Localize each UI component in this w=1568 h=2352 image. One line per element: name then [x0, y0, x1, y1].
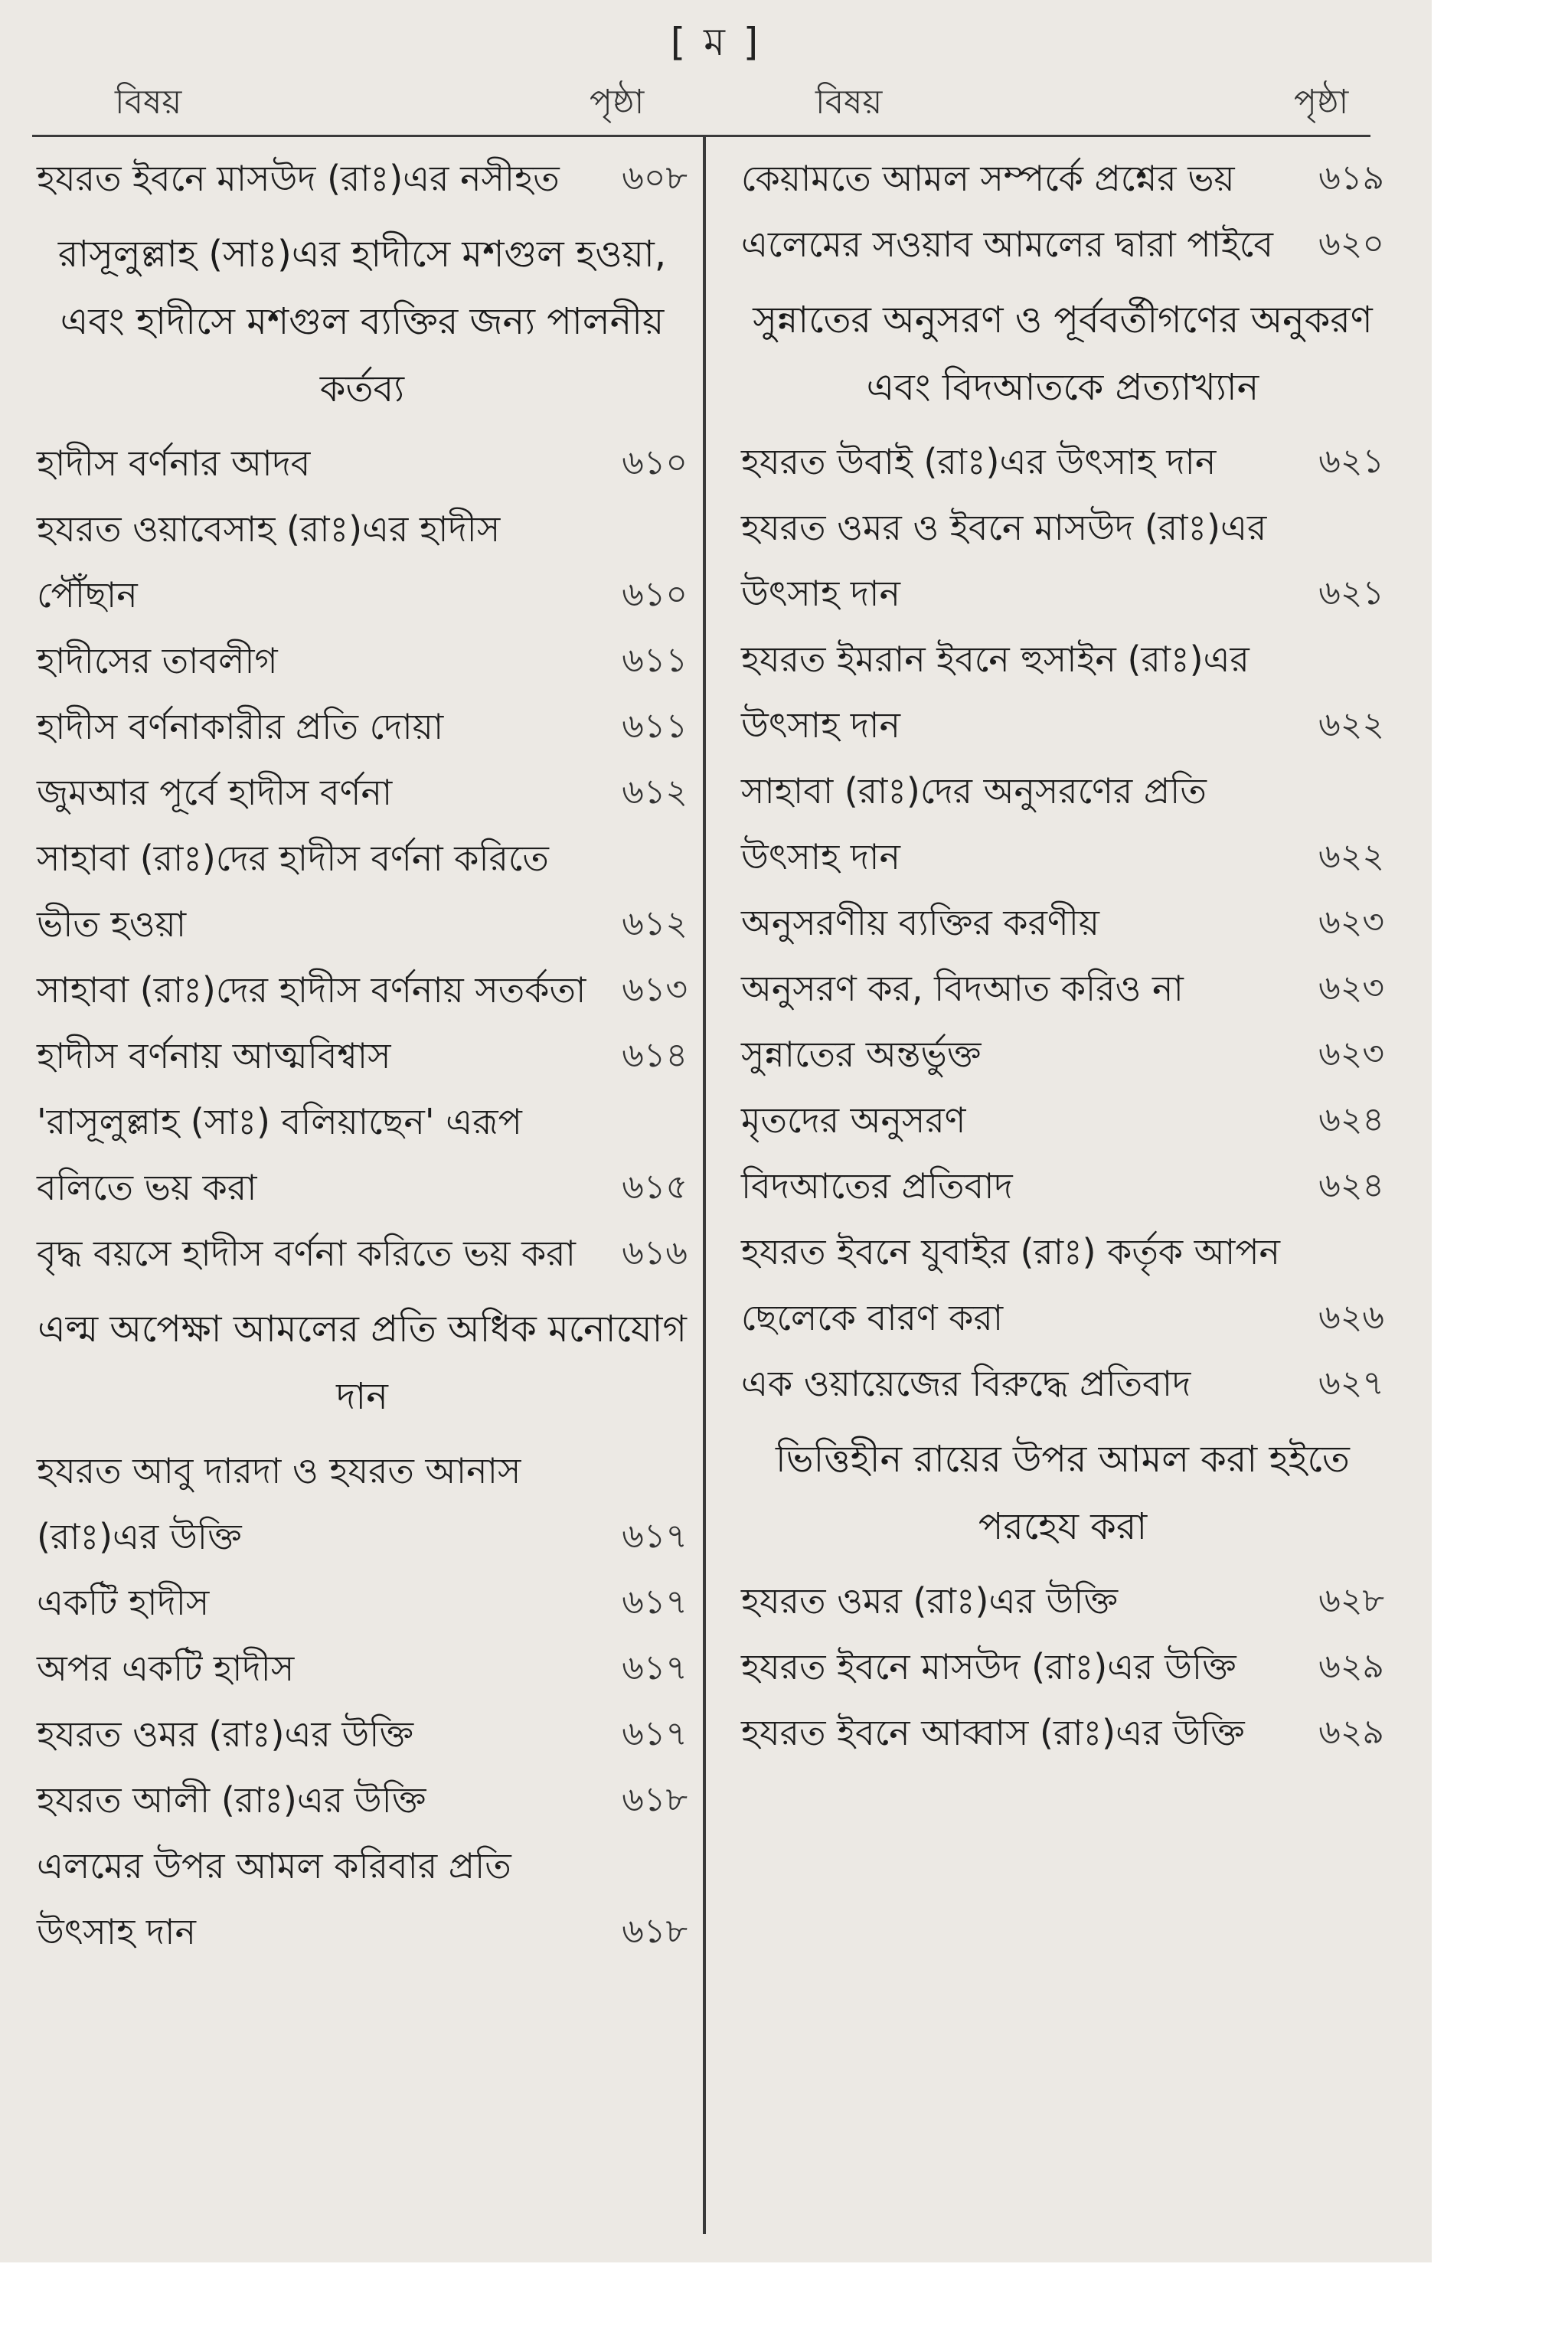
toc-entry-page-number: ৬১৭ [622, 1517, 688, 1556]
toc-entry [741, 145, 1384, 211]
toc-entry-page-number: ৬১৬ [622, 1233, 688, 1272]
toc-entry [741, 626, 1384, 758]
toc-entry-title: 'রাসূলুল্লাহ (সাঃ) বলিয়াছেন' এরূপ বলিতে ভয় করা [37, 1101, 522, 1208]
toc-entry-title: হযরত ইবনে মাসউদ (রাঃ)এর নসীহত [37, 158, 560, 199]
toc-entry [37, 1701, 688, 1767]
toc-entry-page-number: ৬১২ [622, 904, 688, 943]
toc-entry-page-number: ৬২৪ [1318, 1100, 1384, 1139]
toc-entry-title: এক ওয়ায়েজের বিরুদ্ধে প্রতিবাদ [741, 1363, 1191, 1404]
toc-entry-title: হযরত ওমর (রাঃ)এর উক্তি [37, 1713, 414, 1755]
section-heading: ভিত্তিহীন রায়ের উপর আমল করা হইতে পরহেয করা [776, 1438, 1350, 1548]
toc-entry-page-number: ৬১৭ [622, 1714, 688, 1753]
toc-entry [37, 145, 688, 211]
toc-entry-title: বিদআতের প্রতিবাদ [741, 1165, 1013, 1207]
toc-entry [37, 1833, 688, 1965]
toc-entry [37, 1220, 688, 1286]
toc-entry-title: একটি হাদীস [37, 1582, 210, 1623]
toc-entry-page-number: ৬১০ [622, 575, 688, 614]
toc-entry-page-number: ৬২৯ [1318, 1647, 1384, 1686]
header-right-page: পৃষ্ঠা [1294, 83, 1349, 122]
toc-entry [37, 1635, 688, 1701]
toc-entry-page-number: ৬১৭ [622, 1583, 688, 1622]
toc-entry-title: সাহাবা (রাঃ)দের অনুসরণের প্রতি উৎসাহ দান [741, 770, 1207, 877]
toc-entry [37, 628, 688, 694]
section-heading: সুন্নাতের অনুসরণ ও পূর্ববর্তীগণের অনুকরণ এবং বিদআতকে প্রত্যাখ্যান [753, 299, 1373, 409]
toc-entry-title: সাহাবা (রাঃ)দের হাদীস বর্ণনায় সতর্কতা [37, 969, 586, 1011]
toc-entry-page-number: ৬২২ [1318, 705, 1384, 744]
toc-entry [741, 956, 1384, 1021]
toc-entry-title: অপর একটি হাদীস [37, 1648, 295, 1689]
toc-entry [741, 429, 1384, 495]
toc-entry [37, 957, 688, 1023]
toc-entry-page-number: ৬১৪ [622, 1036, 688, 1075]
toc-entry-page-number: ৬২৯ [1318, 1713, 1384, 1752]
toc-entry-title: এলেমের সওয়াব আমলের দ্বারা পাইবে [741, 224, 1274, 265]
toc-entry-page-number: ৬২১ [1318, 573, 1384, 612]
toc-entry-title: হাদীস বর্ণনাকারীর প্রতি দোয়া [37, 706, 444, 747]
toc-entry [741, 1153, 1384, 1219]
toc-entry [741, 495, 1384, 626]
toc-right-column [741, 145, 1384, 1766]
toc-entry-page-number: ৬১৯ [1318, 158, 1384, 198]
toc-entry [37, 825, 688, 957]
toc-entry [741, 758, 1384, 890]
toc-entry-page-number: ৬১৮ [622, 1780, 688, 1819]
toc-entry [37, 694, 688, 760]
toc-entry-title: বৃদ্ধ বয়সে হাদীস বর্ণনা করিতে ভয় করা [37, 1233, 576, 1274]
toc-entry [37, 496, 688, 628]
toc-entry-page-number: ৬১৩ [622, 970, 688, 1009]
toc-entry [741, 1634, 1384, 1700]
toc-entry [741, 890, 1384, 956]
toc-entry [37, 430, 688, 496]
toc-entry-title: হাদীসের তাবলীগ [37, 640, 278, 681]
toc-entry-page-number: ৬২৭ [1318, 1364, 1384, 1403]
toc-entry-title: জুমআর পূর্বে হাদীস বর্ণনা [37, 772, 393, 813]
section-heading: এল্ম অপেক্ষা আমলের প্রতি অধিক মনোযোগ দান [38, 1308, 687, 1418]
toc-entry-page-number: ৬২৬ [1318, 1298, 1384, 1337]
header-divider [32, 135, 1370, 137]
toc-entry-page-number: ৬১২ [622, 773, 688, 812]
toc-entry-title: হযরত ইবনে মাসউদ (রাঃ)এর উক্তি [741, 1646, 1236, 1687]
toc-entry-title: সুন্নাতের অন্তর্ভুক্ত [741, 1034, 982, 1075]
toc-entry-page-number: ৬২০ [1318, 224, 1384, 263]
toc-entry-page-number: ৬২৮ [1318, 1581, 1384, 1620]
toc-entry-title: হাদীস বর্ণনার আদব [37, 443, 311, 484]
toc-entry-title: হযরত ইবনে যুবাইর (রাঃ) কর্তৃক আপন ছেলেকে বারণ করা [741, 1231, 1281, 1338]
toc-entry [37, 1438, 688, 1570]
toc-entry-page-number: ৬২৩ [1318, 903, 1384, 942]
toc-entry-title: হযরত ইবনে আব্বাস (রাঃ)এর উক্তি [741, 1712, 1245, 1753]
page-marker: [ ম ] [670, 20, 762, 64]
toc-left-column [37, 145, 688, 1965]
toc-entry-title: সাহাবা (রাঃ)দের হাদীস বর্ণনা করিতে ভীত হওয়া [37, 838, 549, 945]
toc-entry-title: হযরত উবাই (রাঃ)এর উৎসাহ দান [741, 441, 1217, 482]
toc-entry-title: অনুসরণীয় ব্যক্তির করণীয় [741, 902, 1099, 943]
toc-entry-title: হযরত ওয়াবেসাহ (রাঃ)এর হাদীস পৌঁছান [37, 508, 501, 616]
toc-entry [37, 760, 688, 825]
toc-entry-page-number: ৬১৭ [622, 1648, 688, 1687]
toc-entry-title: হযরত ওমর ও ইবনে মাসউদ (রাঃ)এর উৎসাহ দান [741, 507, 1267, 614]
header-right-topic: বিষয় [815, 83, 883, 122]
toc-entry-page-number: ৬২১ [1318, 442, 1384, 481]
toc-entry-title: হযরত আবু দারদা ও হযরত আনাস (রাঃ)এর উক্তি [37, 1450, 521, 1557]
toc-entry-title: হযরত ওমর (রাঃ)এর উক্তি [741, 1580, 1119, 1622]
toc-entry-page-number: ৬২৩ [1318, 969, 1384, 1008]
toc-entry [741, 1351, 1384, 1416]
toc-entry-page-number: ৬২৩ [1318, 1034, 1384, 1073]
toc-entry-title: হযরত আলী (রাঃ)এর উক্তি [37, 1779, 426, 1821]
toc-entry-title: এলমের উপর আমল করিবার প্রতি উৎসাহ দান [37, 1845, 511, 1952]
toc-entry-page-number: ৬১১ [622, 707, 688, 746]
column-divider [703, 136, 706, 2234]
toc-entry-page-number: ৬০৮ [622, 158, 688, 198]
toc-entry [741, 211, 1384, 277]
header-left-page: পৃষ্ঠা [590, 83, 645, 122]
toc-entry-title: মৃতদের অনুসরণ [741, 1099, 966, 1141]
toc-entry [37, 1023, 688, 1089]
toc-entry-page-number: ৬১৮ [622, 1912, 688, 1951]
toc-entry-title: হযরত ইমরান ইবনে হুসাইন (রাঃ)এর উৎসাহ দান [741, 639, 1250, 746]
toc-entry-page-number: ৬২৪ [1318, 1166, 1384, 1205]
toc-entry [37, 1767, 688, 1833]
toc-entry-page-number: ৬১০ [622, 443, 688, 482]
header-left-topic: বিষয় [115, 83, 182, 122]
toc-entry-title: হাদীস বর্ণনায় আত্মবিশ্বাস [37, 1035, 391, 1076]
toc-entry-page-number: ৬১১ [622, 641, 688, 680]
toc-entry [37, 1089, 688, 1220]
toc-entry [741, 1219, 1384, 1351]
toc-entry-page-number: ৬১৫ [622, 1168, 688, 1207]
toc-entry-title: কেয়ামতে আমল সম্পর্কে প্রশ্নের ভয় [741, 158, 1235, 199]
section-heading: রাসূলুল্লাহ (সাঃ)এর হাদীসে মশগুল হওয়া, এবং হাদীসে মশগুল ব্যক্তির জন্য পালনীয় কর্তব্য [57, 233, 667, 410]
toc-entry [741, 1087, 1384, 1153]
toc-entry [741, 1021, 1384, 1087]
toc-entry-title: অনুসরণ কর, বিদআত করিও না [741, 968, 1184, 1009]
toc-entry-page-number: ৬২২ [1318, 837, 1384, 876]
toc-entry [37, 1570, 688, 1635]
toc-entry [741, 1700, 1384, 1766]
toc-entry [741, 1568, 1384, 1634]
